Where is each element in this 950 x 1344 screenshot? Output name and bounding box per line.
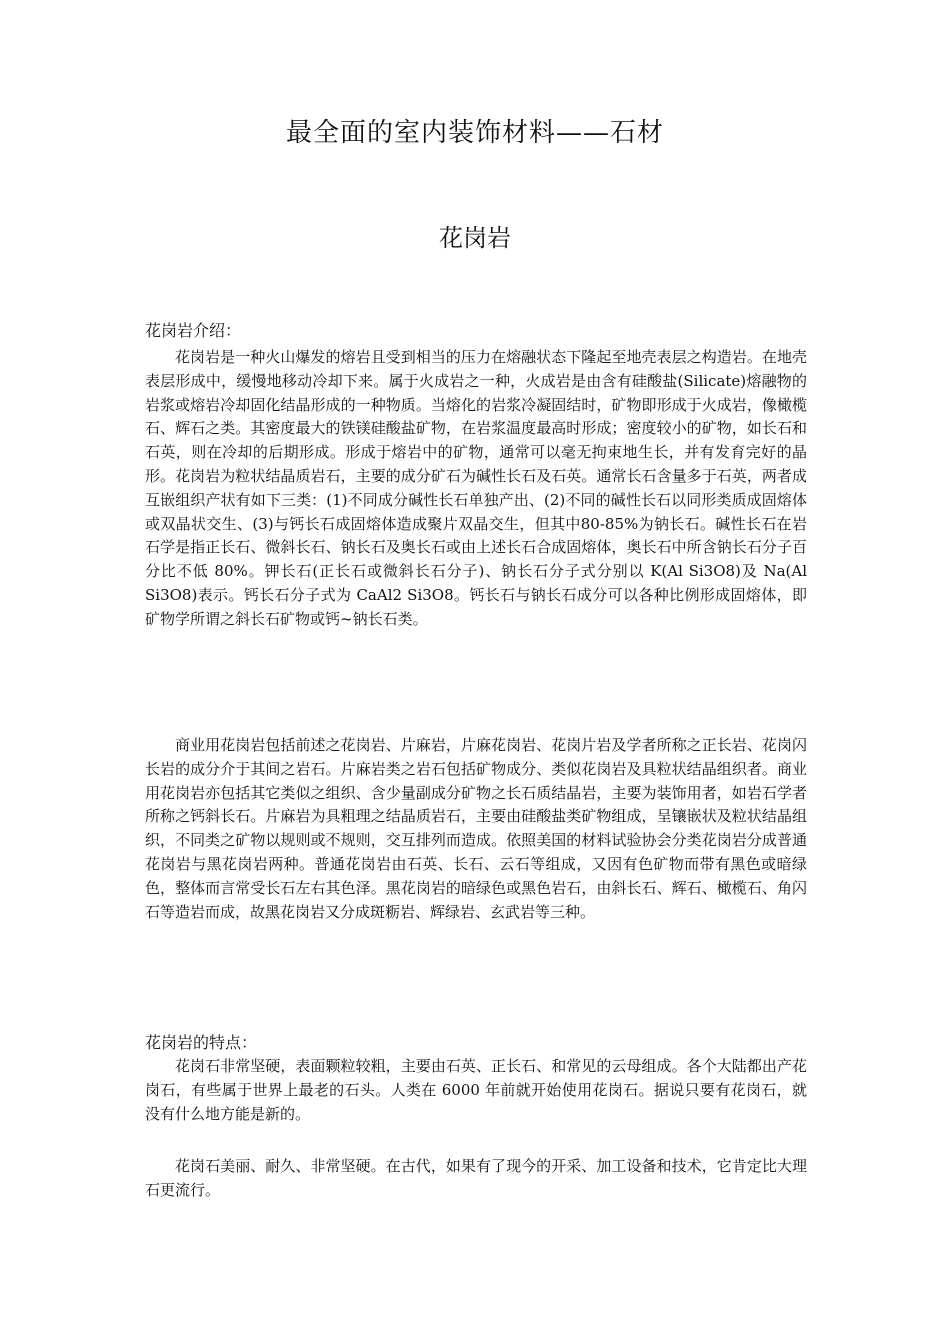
intro-paragraph-2: 商业用花岗岩包括前述之花岗岩、片麻岩，片麻花岗岩、花岗片岩及学者所称之正长岩、花岗闪长岩的成分介于其间之岩石。片麻岩类之岩石包括矿物成分、类似花岗岩及具粒状结晶组织者。商业用花岗岩亦包括其它类似之组织、含少量副成分矿物之长石质结晶岩，主要为装饰用者，如岩石学者所称之钙斜长石。片麻岩为具粗理之结晶质岩石，主要由硅酸盐类矿物组成，呈镶嵌状及粒状结晶组织，不同类之矿物以规则或不规则，交互排列而造成。依照美国的材料试验协会分类花岗岩分成普通花岗岩与黑花岗岩两种。普通花岗岩由石英、长石、云石等组成，又因有色矿物而带有黑色或暗绿色，整体而言常受长石左右其色泽。黑花岗岩的暗绿色或黑色岩石，由斜长石、辉石、橄榄石、角闪石等造岩而成，故黑花岗岩又分成斑粝岩、辉绿岩、玄武岩等三种。 bbox=[145, 736, 807, 921]
features-paragraph-2: 花岗石美丽、耐久、非常坚硬。在古代，如果有了现今的开采、加工设备和技术，它肯定比大理石更流行。 bbox=[145, 1157, 807, 1199]
intro-heading: 花岗岩介绍： bbox=[145, 321, 242, 340]
section-title: 花岗岩 bbox=[439, 224, 511, 252]
document-title: 最全面的室内装饰材料——石材 bbox=[285, 118, 664, 148]
features-paragraph-1: 花岗石非常坚硬，表面颗粒较粗，主要由石英、正长石、和常见的云母组成。各个大陆都出产花岗石，有些属于世界上最老的石头。人类在 6000 年前就开始使用花岗石。据说只要有花岗石，就没有什么地方能是新的。 bbox=[145, 1057, 807, 1123]
features-heading: 花岗岩的特点： bbox=[145, 1033, 258, 1052]
intro-paragraph-1: 花岗岩是一种火山爆发的熔岩且受到相当的压力在熔融状态下隆起至地壳表层之构造岩。在地壳表层形成中，缓慢地移动冷却下来。属于火成岩之一种，火成岩是由含有硅酸盐(Silicate)熔融物的岩浆或熔岩冷却固化结晶形成的一种物质。当熔化的岩浆冷凝固结时，矿物即形成于火成岩，像橄榄石、辉石之类。其密度最大的铁镁硅酸盐矿物，在岩浆温度最高时形成；密度较小的矿物，如长石和石英，则在冷却的后期形成。形成于熔岩中的矿物，通常可以毫无拘束地生长，并有发育完好的晶形。花岗岩为粒状结晶质岩石，主要的成分矿石为碱性长石及石英。通常长石含量多于石英，两者成互嵌组织产状有如下三类：(1)不同成分碱性长石单独产出、(2)不同的碱性长石以同形类质成固熔体或双晶状交生、(3)与钙长石成固熔体造成聚片双晶交生，但其中80-85%为钠长石。碱性长石在岩石学是指正长石、微斜长石、钠长石及奥长石或由上述长石合成固熔体，奥长石中所含钠长石分子百分比不低 80%。钾长石(正长石或微斜长石分子)、钠长石分子式分别以 K(Al Si3O8)及 Na(Al Si3O8)表示。钙长石分子式为 CaAl2 Si3O8。钙长石与钠长石成分可以各种比例形成固熔体，即矿物学所谓之斜长石矿物或钙~钠长石类。 bbox=[145, 348, 807, 628]
